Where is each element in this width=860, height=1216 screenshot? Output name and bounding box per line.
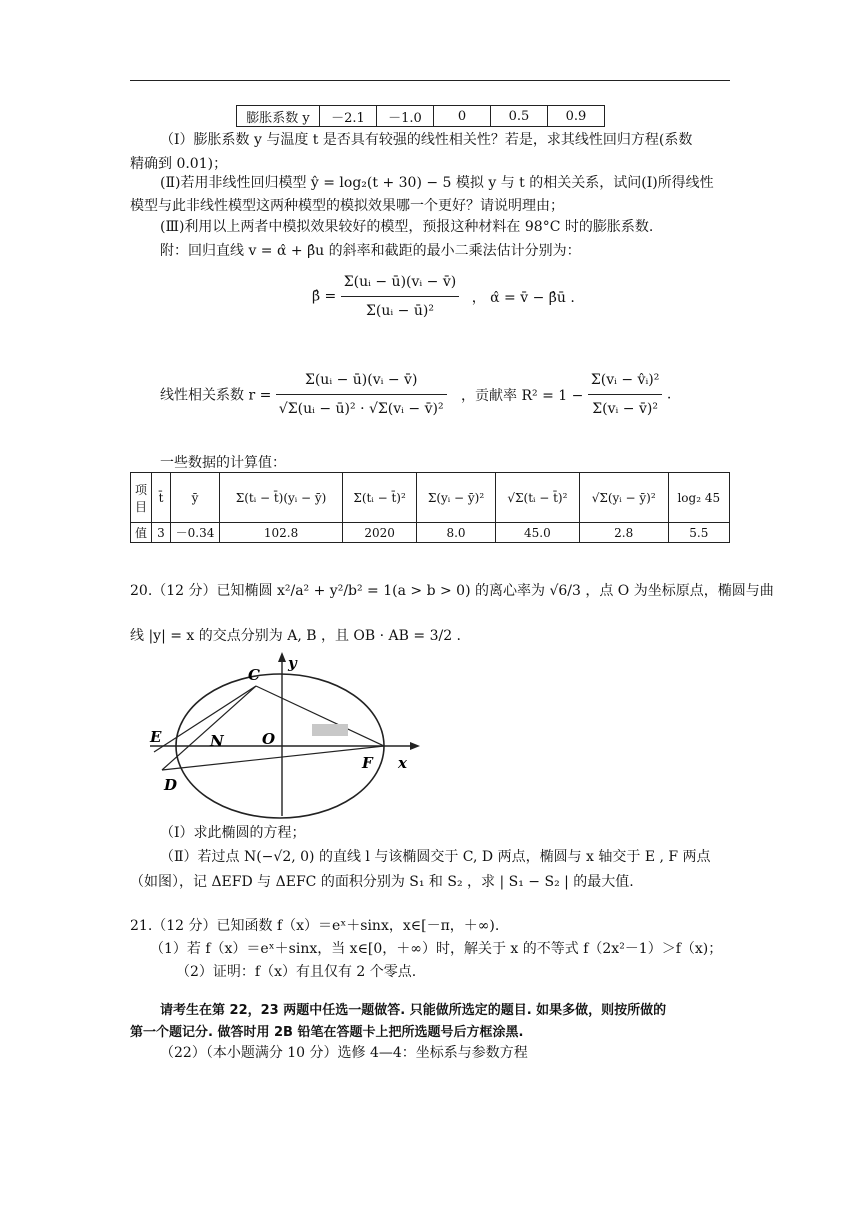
r2-fraction xyxy=(588,372,663,417)
line-cf xyxy=(256,686,384,746)
ellipse-figure xyxy=(140,650,430,822)
table-label: 膨胀系数 y xyxy=(237,106,320,127)
label-x: x xyxy=(398,754,407,772)
beta-lhs: β̂ = xyxy=(312,288,337,305)
alpha-formula: ， α̂ = v̄ − β̂ū . xyxy=(471,289,575,306)
table-header: √Σ(tᵢ − t̄)² xyxy=(496,473,580,523)
table-header: Σ(tᵢ − t̄)(yᵢ − ȳ) xyxy=(220,473,343,523)
part-iii: (Ⅲ)利用以上两者中模拟效果较好的模型，预报这种材料在 98°C 时的膨胀系数. xyxy=(160,219,654,235)
beta-formula xyxy=(312,274,575,319)
q20-line1: 20.（12 分）已知椭圆 x²/a² + y²/b² = 1(a > b > 0) 的离心率为 √6/3 ，点 O 为坐标原点，椭圆与曲 xyxy=(130,583,774,599)
part-i: （Ⅰ）膨胀系数 y 与温度 t 是否具有较强的线性相关性？若是，求其线性回归方程(系数 xyxy=(160,132,693,148)
q20-part-i: （Ⅰ）求此椭圆的方程； xyxy=(160,825,306,841)
q20-part-ii-cont: （如图），记 ΔEFD 与 ΔEFC 的面积分别为 S₁ 和 S₂ ，求 | S₁ − S₂ | 的最大值. xyxy=(130,874,634,890)
table-header: √Σ(yᵢ − ȳ)² xyxy=(579,473,668,523)
table-header: ȳ xyxy=(171,473,220,523)
q20-part-ii: （Ⅱ）若过点 N(−√2, 0) 的直线 l 与该椭圆交于 C, D 两点，椭圆与 x 轴交于 E , F 两点 xyxy=(160,849,711,865)
r2-numerator: Σ(vᵢ − v̂ᵢ)² xyxy=(588,372,663,395)
table-cell: 102.8 xyxy=(220,523,343,543)
table-header: log₂ 45 xyxy=(668,473,729,523)
line-c-d xyxy=(162,686,256,770)
table-header: Σ(tᵢ − t̄)² xyxy=(343,473,417,523)
q20-line2: 线 |y| = x 的交点分别为 A, B ，且 OB · AB = 3/2 . xyxy=(130,628,461,644)
beta-denominator: Σ(uᵢ − ū)² xyxy=(366,303,434,319)
beta-numerator: Σ(uᵢ − ū)(vᵢ − v̄) xyxy=(341,274,460,297)
table-cell: 5.5 xyxy=(668,523,729,543)
notice-line1: 请考生在第 22，23 两题中任选一题做答. 只能做所选定的题目. 如果多做，则按所做的 xyxy=(160,1003,667,1018)
r-formula: 线性相关系数 r = $\frac{\text{Σ(uᵢ − ū)(vᵢ − v̄)}}{\text{√Σ(uᵢ − ū)² · √Σ(vᵢ − v̄)²}}$ ，贡献率 R² = 1 − $\frac{\text{Σ(vᵢ − v̂ᵢ)²}}{\text{Σ(vᵢ − v̄)²}}$ . xyxy=(160,372,672,417)
table-header: t̄ xyxy=(152,473,171,523)
beta-fraction xyxy=(341,274,460,319)
table-cell: 8.0 xyxy=(417,523,496,543)
expansion-table xyxy=(236,105,605,127)
r2-denominator: Σ(vᵢ − v̄)² xyxy=(592,401,658,417)
q21-part-1: （1）若 f（x）＝eˣ＋sinx，当 x∈[0，＋∞）时，解关于 x 的不等式 f（2x²－1）＞f（x)； xyxy=(150,941,723,957)
table-cell: －0.34 xyxy=(171,523,220,543)
line-df xyxy=(162,746,384,770)
table-cell: 0.5 xyxy=(491,106,548,127)
table-cell: 3 xyxy=(152,523,171,543)
blurred-mark xyxy=(312,724,348,736)
table-cell: 2.8 xyxy=(579,523,668,543)
computed-intro: 一些数据的计算值： xyxy=(160,455,286,471)
table-cell: －1.0 xyxy=(377,106,434,127)
part-i-cont: 精确到 0.01)； xyxy=(130,156,228,172)
label-n: N xyxy=(210,732,224,750)
label-d: D xyxy=(164,776,178,794)
part-ii: (Ⅱ)若用非线性回归模型 ŷ = log₂(t + 30) − 5 模拟 y 与 t 的相关关系，试问(Ⅰ)所得线性 xyxy=(160,175,714,191)
computed-values-table xyxy=(130,472,730,543)
label-f: F xyxy=(362,754,373,772)
r2-label: ，贡献率 R² = 1 − xyxy=(461,387,584,404)
table-cell: 2020 xyxy=(343,523,417,543)
table-cell: 0.9 xyxy=(548,106,605,127)
x-axis-arrow xyxy=(410,742,420,750)
label-o: O xyxy=(262,730,276,748)
table-header: Σ(yᵢ − ȳ)² xyxy=(417,473,496,523)
y-axis-arrow xyxy=(278,652,286,662)
label-e: E xyxy=(150,728,162,746)
q21: 21.（12 分）已知函数 f（x）＝eˣ＋sinx，x∈[－π，＋∞). xyxy=(130,918,500,934)
header-rule xyxy=(130,80,730,81)
label-y: y xyxy=(288,654,297,672)
label-c: C xyxy=(248,666,260,684)
table-cell: －2.1 xyxy=(320,106,377,127)
table-cell: 45.0 xyxy=(496,523,580,543)
q21-part-2: （2）证明：f（x）有且仅有 2 个零点. xyxy=(176,964,417,980)
part-ii-cont: 模型与此非线性模型这两种模型的模拟效果哪一个更好？请说明理由； xyxy=(130,198,564,214)
r-numerator: Σ(uᵢ − ū)(vᵢ − v̄) xyxy=(276,372,447,395)
table-cell: 值 xyxy=(131,523,152,543)
appendix: 附：回归直线 v = α̂ + β̂u 的斜率和截距的最小二乘法估计分别为： xyxy=(160,243,581,259)
table-cell: 0 xyxy=(434,106,491,127)
notice-line2: 第一个题记分. 做答时用 2B 铅笔在答题卡上把所选题号后方框涂黑. xyxy=(130,1025,524,1040)
r-denominator: √Σ(uᵢ − ū)² · √Σ(vᵢ − v̄)² xyxy=(278,401,444,417)
table-header: 项目 xyxy=(131,473,152,523)
r-fraction xyxy=(276,372,447,417)
q22-heading: （22）（本小题满分 10 分）选修 4—4：坐标系与参数方程 xyxy=(160,1045,528,1061)
r-label: 线性相关系数 r = xyxy=(160,387,272,404)
